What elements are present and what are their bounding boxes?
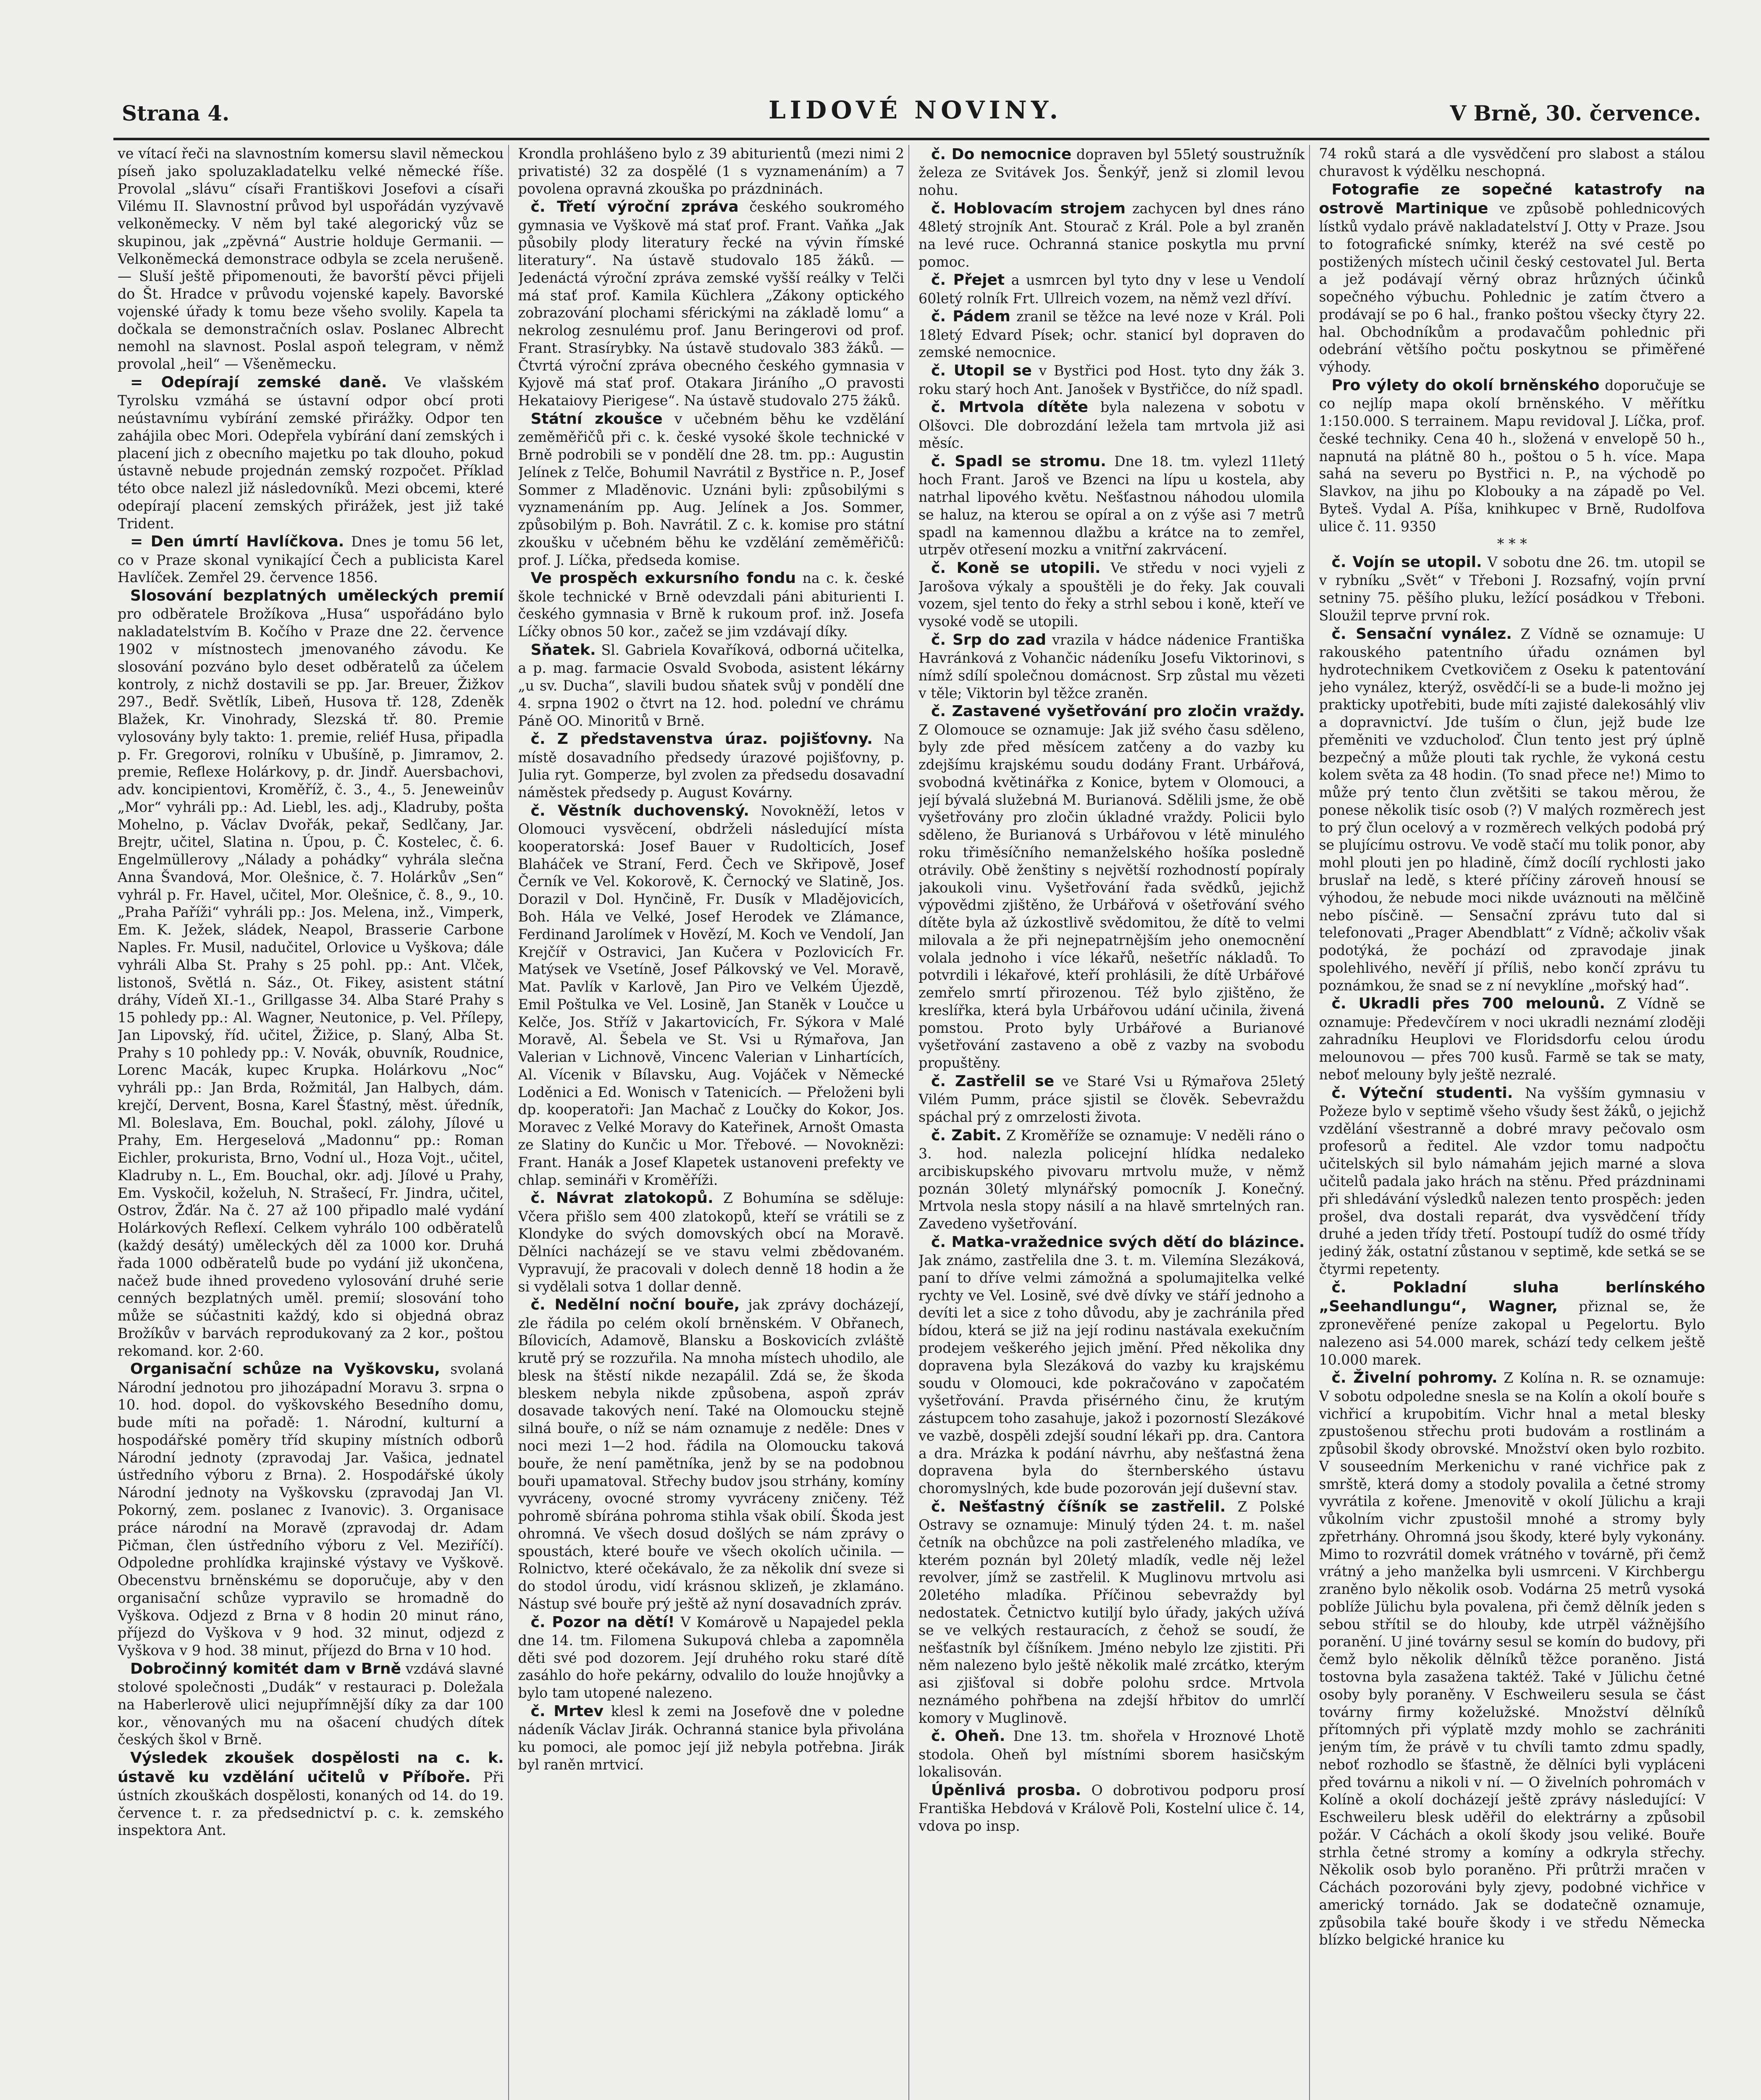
news-headline: č. Matka-vražednice svých dětí do blázince.	[931, 1233, 1305, 1251]
news-body: ve vítací řeči na slavnostním komersu slavil německou píseň jako spoluzakladatelku velké německé říše. Provolal „slávu“ císaři Františkovi Josefovi a císaři Vilému II. Slavnostní průvod byl uspořádán vyzývavě velkoněmecky. V něm byl také alegorický vůz se skupinou, jak „zpěvná“ Austrie holduje Germanii. — Velkoněmecká demonstrace odbyla se zcela nerušeně. — Sluší ještě připomenouti, že bavorští pěvci přijeli do Št. Hradce v průvodu vojenské kapely. Bavorské vojenské úřady k tomu beze všeho svolily. Kapela ta dočkala se demonstračních oslav. Poslanec Albrecht nemohl na slavnost. Poslal aspoň telegram, v němž provolal „heil“ — Všeněmecku.	[118, 145, 504, 373]
news-body: Při ústních zkouškách dospělosti, konaných od 14. do 19. července t. r. za předsednictví p. c. k. zemského inspektora Ant.	[118, 1769, 504, 1839]
news-headline: č. Živelní pohromy.	[1331, 1369, 1498, 1387]
news-headline: č. Třetí výroční zpráva	[530, 198, 739, 216]
news-body: Z Vídně se oznamuje: Předevčírem v noci ukradli neznámí zloději zahradníku Heuplovi ve Floridsdorfu celou úrodu melounovou — přes 700 kusů. Farmě se tak se maty, neboť melouny byly ještě nezralé.	[1319, 995, 1705, 1083]
news-headline: č. Mrtvola dítěte	[931, 399, 1088, 416]
news-item	[518, 197, 905, 410]
news-item	[1319, 625, 1706, 995]
news-headline: č. Nedělní noční bouře,	[530, 1296, 740, 1314]
news-body: vzdává slavné stolové společnosti „Dudák“ v restauraci p. Doležala na Haberlerově ulici nejupřímnější díky za dar 100 kor., věnovaných mu na ošacení chudých dítek českých škol v Brně.	[118, 1660, 504, 1748]
news-headline: č. Věstník duchovenský.	[530, 802, 749, 819]
news-body: svolaná Národní jednotou pro jihozápadní Moravu 3. srpna o 10. hod. dopol. do vyškovského Besedního domu, bude míti na pořadě: 1. Národní, kulturní a hospodářské poměry tříd skupiny místních odborů Národní jednoty (zpravodaj Jar. Vašica, jednatel ústředního výboru z Brna). 2. Hospodářské úkoly Národní jednoty na Vyškovsku (zpravodaj Jan Vl. Pokorný, zem. poslanec z Ivanovic). 3. Organisace práce národní na Moravě (zpravodaj dr. Adam Pičman, člen ústředního výboru z Vel. Meziříčí). Odpoledne prohlídka krajinské výstavy ve Vyškově. Obecenstvu brněnskému se doporučuje, aby v den organisační schůze vypravilo se hromadně do Vyškova. Odjezd z Brna v 8 hodin 20 minut ráno, příjezd do Vyškova v 9 hod. 32 minut, odjezd z Vyškova v 9 hod. 38 minut, příjezd do Brna v 10 hod.	[118, 1361, 504, 1659]
news-headline: = Odepírají zemské daně.	[130, 373, 387, 391]
news-body: přiznal se, že zpronevěřené peníze zakopal u Pegelortu. Bylo nalezeno asi 54.000 marek, schází tedy celkem ještě 10.000 marek.	[1319, 1298, 1705, 1368]
news-item	[1319, 376, 1706, 535]
news-headline: Ve prospěch exkursního fondu	[530, 570, 796, 587]
news-headline: č. Do nemocnice	[931, 146, 1072, 163]
news-item	[919, 145, 1305, 199]
news-body: Z Kroměříže se oznamuje: V neděli ráno o 3. hod. nalezla policejní hlídka nedaleko arcibiskupského pivovaru mrtvolu muže, v němž poznán 30letý mlynářský pomocník J. Konečný. Mrtvola nesla stopy násilí a na hlavě smrtelných ran. Zavedeno vyšetřování.	[919, 1127, 1305, 1232]
news-headline: Sňatek.	[530, 641, 596, 659]
news-body: V sobotu dne 26. tm. utopil se v rybníku „Svět“ v Třeboni J. Rozsafný, vojín první setniny 75. pěšího pluku, ležící posádkou v Třeboni. Sloužil teprve první rok.	[1319, 554, 1705, 624]
news-headline: č. Utopil se	[931, 362, 1032, 380]
news-headline: č. Z představenstva úraz. pojišťovny.	[530, 730, 873, 748]
news-headline: č. Zastřelil se	[931, 1072, 1055, 1090]
news-headline: č. Vojín se utopil.	[1331, 554, 1482, 571]
news-headline: = Den úmrtí Havlíčkova.	[130, 533, 344, 551]
news-headline: Fotografie ze sopečné katastrofy na ostrově Martinique	[1319, 181, 1705, 217]
news-item	[518, 410, 905, 569]
news-headline: č. Mrtev	[530, 1703, 604, 1720]
news-headline: č. Výteční studenti.	[1331, 1084, 1513, 1102]
news-body: ve Staré Vsi u Rýmařova 25letý Vilém Pumm, práce sjistil se člověk. Sebevraždu spáchal prý z omrzelosti života.	[919, 1073, 1305, 1126]
news-body: byla nalezena v sobotu v Olšovci. Dle dobrozdání ležela tam mrtvola již asi měsíc.	[919, 399, 1305, 452]
news-item	[919, 398, 1305, 452]
news-item	[518, 730, 905, 801]
news-headline: č. Nešťastný číšník se zastřelil.	[931, 1498, 1226, 1515]
news-body: klesl k zemi na Josefově dne v poledne nádeník Václav Jirák. Ochranná stanice byla přivolána ku pomoci, ale pomoc její již nebyla potřebna. Jirák byl raněn mrtvicí.	[518, 1703, 904, 1773]
news-body: Z Kolína n. R. se oznamuje: V sobotu odpoledne snesla se na Kolín a okolí bouře s vichřicí a krupobitím. Vichr hnal a metal blesky zpustošenou střechu proti budovám a rostlinám a způsobil škody obrovské. Množství oken bylo rozbito. V souseedním Merkenichu v rané vichřice pak z smrště, která domy a stodoly povalila a četné stromy vyvrátila z kořene. Jmenovitě v okolí Jülichu a kraji vůkolním vichr zpustošil mnohé a stromy byly zpřetrhány. Ohromná jsou škody, které byly vykonány. Mimo to rozvrátil domek vrátného v továrně, při čemž vrátný a jeho manželka byli usmrceni. V Kirchbergu zraněno bylo několik osob. Vodárna 25 metrů vysoká poblíže Jülichu byla povalena, při čemž dělník jeden s sebou střítil se do hlouby, kde utrpěl vážnějšího poranění. U jiné továrny sesul se komín do budovy, při čemž bylo několik dělníků těžce poraněno. Jistá tostovna byla zasažena taktéž. Také v Jülichu četné osoby byly poraněny. V Eschweileru sesula se část továrny firmy koželužské. Množství dělníků přítomných při výplatě mzdy mohlo se zachrániti jeným tím, že právě v tu chvíli tamto zdmu spadly, neboť rozhodlo se šťastně, že dělníci byli vypláceni před továrnu a nikoli v ní. — O živelních pohromách v Kolíně a okolí docházejí ještě zprávy následující: V Eschweileru blesk uděřil do elektrárny a způsobil požár. V Cáchách a okolí škody jsou veliké. Bouře strhla četné stromy a komíny a odkryla střechy. Několik osob bylo poraněno. Při průtrži mračen v Cáchách pozorováni byly zjevy, podobné vichřice v americký tornádo. Jak se dodatečně oznamuje, způsobila také bouře škody i ve středu Německa blízko belgické hranice ku	[1319, 1370, 1705, 1948]
news-item	[518, 1613, 905, 1702]
news-headline: č. Ukradli přes 700 melounů.	[1331, 995, 1605, 1013]
news-item	[518, 569, 905, 640]
article-columns	[118, 145, 1709, 2100]
news-headline: Výsledek zkoušek dospělosti na c. k. ústavě ku vzdělání učitelů v Příboře.	[118, 1749, 504, 1786]
news-body: Krondla prohlášeno bylo z 39 abiturientů (mezi nimi 2 privatisté) 32 za dospělé (1 s vyznamenáním) a 7 povolena opravná zkouška po prázdninách.	[518, 145, 904, 197]
news-headline: č. Pozor na dětí!	[530, 1613, 675, 1631]
news-body: vrazila v hádce nádenice Františka Havránková z Vohančic nádeníku Josefu Viktorinovi, s nímž sdílí společnou domácnost. Srp zůstal mu vězeti v těle; Viktorin byl těžce zraněn.	[919, 631, 1305, 701]
news-body: pro odběratele Brožíkova „Husa“ uspořádáno bylo nakladatelstvím B. Kočího v Praze dne 22. července 1902 v místnostech jmenovaného závodu. Ke slosování pozváno bylo deset odběratelů za účelem kontroly, z nichž dostavili se pp. Jar. Breuer, Žižkov 297., Bedř. Světlík, Libeň, Husova tř. 128, Zdeněk Blažek, Kr. Vinohrady, Slezská tř. 80. Premie vylosovány byly takto: 1. premie, reliéf Husa, připadla p. Fr. Gregorovi, rolníku v Ubušíně, p. Jimramov, 2. premie, Reflexe Holárkovy, p. dr. Jindř. Auersbachovi, adv. koncipientovi, Kroměříž, č. 3., 4., 5. Jeneweinův „Mor“ vyhráli pp.: Ad. Liebl, les. adj., Kladruby, pošta Mohelno, p. Václav Dvořák, pekař, Sedlčany, Jar. Brejtr, učitel, Slatina n. Úpou, p. Č. Kostelec, č. 6. Engelmüllerovy „Nálady a pohádky“ vyhrála slečna Anna Švandová, Mor. Olešnice, č. 7. Holárkův „Sen“ vyhrál p. Fr. Havel, učitel, Mor. Olešnice, č. 8., 9., 10. „Praha Paříži“ vyhráli pp.: Jos. Melena, inž., Vimperk, Em. K. Ježek, sládek, Neapol, Brasserie Carbone Naples. Fr. Musil, nadučitel, Orlovice u Vyškova; dále vyhráli Alba St. Prahy s 25 pohl. pp.: Ant. Vlček, listonoš, Světlá n. Sáz., Ot. Fikey, asistent státní dráhy, Vídeň XI.-1., Grillgasse 34. Alba Staré Prahy s 15 pohledy pp.: Al. Wagner, Neutonice, p. Vel. Přílepy, Jan Lipovský, říd. učitel, Žižice, p. Slaný, Alba St. Prahy s 10 pohledy pp.: V. Novák, obuvník, Roudnice, Lorenc Macák, kupec Krupka. Holárkovu „Noc“ vyhráli pp.: Jan Brda, Rožmitál, Jan Halbych, dám. krejčí, Dervent, Bosna, Karel Šťastný, měst. úředník, Ml. Boleslava, Em. Bouchal, pokl. zálohy, Jílové u Prahy, Em. Hergeselová „Madonnu“ pp.: Roman Eichler, prokurista, Brno, Vodní ul., Hoza Vojt., učitel, Kladruby n. L., Em. Bouchal, okr. adj. Jílové u Prahy, Em. Vyskočil, koželuh, N. Strašecí, Fr. Jindra, učitel, Ostrov, Žďár. Na č. 27 až 100 připadlo malé vydání Holárkových Reflexí. Celkem vyhrálo 100 odběratelů (každý desátý) uměleckých děl za 1000 kor. Druhá řada 1000 odběratelů bude po vydání již ukončena, načež bude ihned provedeno vylosování druhé serie cenných bezplatných uměl. premií; slosování toho může se súčastniti každý, kdo si objedná obraz Brožíkův v barvách reprodukovaný za 2 kor., poštou rekomand. kor. 2·60.	[118, 606, 504, 1359]
column-4	[1319, 145, 1710, 2100]
news-item	[1319, 1368, 1706, 1949]
news-item	[1319, 553, 1706, 625]
news-headline: č. Spadl se stromu.	[931, 453, 1106, 470]
page-number: Strana 4.	[122, 101, 230, 126]
news-body: Z Olomouce se oznamuje: Jak již svého času sděleno, byly zde před měsícem zatčeny a do vazby ku zdejšímu krajskému soudu dodány Frant. Urbářová, svobodná květinářka z Konice, bytem v Olomouci, a její bývalá služebná M. Burianová. Sdělili jsme, že obě vyšetřovány pro zločin úkladné vraždy. Policii bylo sděleno, že Burianová s Urbářovou v létě minulého roku třiměsíčního nemanželského hošíka posledně otrávily. Obě ženštiny s největší rozhodností popíraly jakoukoli vinu. Vyšetřování řada svědků, jejichž výpovědmi zjištěno, že Urbářová v ošetřování svého dítěte byla až úzkostlivě svědomitou, že dítě to velmi milovala a že při nejnepatrnějším jeho onemocnění volala jednoho i více lékařů, nešetříc nákladů. To potvrdili i lékařové, kteří prohlásili, že dítě Urbářové zemřelo smrtí přirozenou. Též bylo zjištěno, že kreslířka, která byla Urbářovou udání učinila, živená pomstou. Proto byly Urbářové a Burianové vyšetřování zastaveno a obě z vazby na svobodu propuštěny.	[919, 721, 1305, 1071]
news-item	[1319, 145, 1706, 180]
news-item	[518, 1295, 905, 1612]
news-item	[118, 532, 504, 586]
news-item	[518, 1702, 905, 1774]
news-item	[118, 145, 504, 373]
news-headline: č. Hoblovacím strojem	[931, 200, 1126, 217]
news-item	[118, 1659, 504, 1748]
dateline: V Brně, 30. července.	[1450, 101, 1701, 126]
news-headline: č. Zabit.	[931, 1126, 1002, 1144]
news-item	[118, 1748, 504, 1839]
news-body: a usmrcen byl tyto dny v lese u Vendolí 60letý rolník Frt. Ullreich vozem, na němž vezl dříví.	[919, 272, 1305, 307]
news-body: Dnes je tomu 56 let, co v Praze skonal vynikající Čech a publicista Karel Havlíček. Zemřel 29. července 1856.	[118, 533, 504, 586]
news-item	[919, 1233, 1305, 1497]
news-headline: č. Koně se utopili.	[931, 559, 1101, 577]
newspaper-title: LIDOVÉ NOVINY.	[769, 96, 1062, 124]
news-item	[518, 145, 905, 197]
news-item	[1319, 1084, 1706, 1278]
header-rule	[113, 138, 1709, 140]
news-headline: č. Pokladní sluha berlínského „Seehandlungu“, Wagner,	[1319, 1278, 1705, 1315]
column-3	[919, 145, 1310, 2100]
news-item	[919, 307, 1305, 361]
news-item	[518, 1189, 905, 1295]
news-item	[518, 640, 905, 730]
news-body: Na vyšším gymnasiu v Požeze bylo v septimě všeho všudy šest žáků, o jejichž vzdělání všestranně a dobré mravy pečovalo osm profesorů a ředitel. Ale vzdor tomu nadpočtu učitelských sil bylo námahám jejich marné a slova učitelů padala jako hrách na stěnu. Před prázdninami při shledávání výsledků nalezen tento prospěch: jeden prošel, dva dostali reparát, dva vysvědčení třídy druhé a jeden třídy třetí. Postoupí tudíž do osmé třídy jediný žák, ostatní zůstanou v septimě, kde setká se se čtyrmi repetenty.	[1319, 1084, 1705, 1277]
news-body: Jak známo, zastřelila dne 3. t. m. Vilemína Slezáková, paní to dříve velmi zámožná a spolumajitelka velké rychty ve Vel. Losině, své dvě dívky ve stáří jednoho a devíti let a sice z toho důvodu, aby je zachránila před bídou, která se již na její rodinu nastávala exekučním prodejem veškerého jejich jmění. Před několika dny dopravena byla Slezáková do vazby ku krajskému soudu v Olomouci, kde pokračováno v započatém vyšetřování. Pravda přisérného činu, že krutým zástupcem toho zasahuje, jakož i pozorností Slezákové ve vazbě, dospěli zdejší soudní lékaři pp. dra. Cantora a dra. Mrázka k podání návrhu, aby nešťastná žena dopravena byla do šternberského ústavu choromyslných, kde bude pozorován její duševní stav.	[919, 1252, 1305, 1497]
news-body: Z Bohumína se sděluje: Včera přišlo sem 400 zlatokopů, kteří se vrátili se z Klondyke do svých domovských obcí na Moravě. Dělníci nacházejí se ve stavu velmi zbědovaném. Vypravují, že pracovali v dolech denně 18 hodin a že si vydělali sotva 1 dollar denně.	[518, 1190, 904, 1295]
news-item	[118, 586, 504, 1360]
column-1	[118, 145, 509, 2100]
news-body: V Komárově u Napajedel pekla dne 14. tm. Filomena Sukupová chleba a zapomněla děti své pod dozorem. Její druhého roku staré dítě zasáhlo do hoře pekárny, odvalilo do louže hnojůvky a bylo tam utopené nalezeno.	[518, 1614, 904, 1701]
news-item	[919, 199, 1305, 271]
page-header	[113, 96, 1709, 134]
news-body: dopraven byl 55letý soustružník železa ze Svitávek Jos. Šenkýř, jenž si zlomil levou nohu.	[919, 146, 1305, 199]
news-body: českého soukromého gymnasia ve Vyškově má stať prof. Frant. Vaňka „Jak působily plody literatury řecké na vývin římské literatury“. Na ústavě studovalo 185 žáků. — Jedenáctá výroční zpráva zemské vyšší reálky v Telči má stať prof. Kamila Küchlera „Zákony optického zobrazování plochami sférickými na základě lomu“ a nekrolog zesnulému prof. Janu Beringerovi od prof. Frant. Strasírybky. Na ústavě studovalo 383 žáků. — Čtvrtá výroční zpráva obecného českého gymnasia v Kyjově má stať prof. Otakara Jiráního „O pravosti Hekataiovy Pierigese“. Na ústavě studovalo 275 žáků.	[518, 199, 904, 409]
news-item	[919, 702, 1305, 1072]
news-body: O dobrotivou podporu prosí Františka Hebdová v Králově Poli, Kostelní ulice č. 14, vdova po insp.	[919, 1782, 1305, 1835]
news-item	[518, 801, 905, 1189]
news-body: 74 roků stará a dle vysvědčení pro slabost a stálou churavost k výdělku neschopná.	[1319, 145, 1705, 179]
news-item	[919, 1727, 1305, 1781]
section-separator: * * *	[1497, 536, 1527, 552]
news-item	[919, 559, 1305, 630]
news-body: Dne 13. tm. shořela v Hroznové Lhotě stodola. Oheň byl místními sborem hasičským lokalisován.	[919, 1728, 1305, 1780]
news-headline: Pro výlety do okolí brněnského	[1331, 376, 1600, 394]
news-body: Z Vídně se oznamuje: U rakouského patentního úřadu oznámen byl hydrotechnikem Cvetkovičem z Oseku k patentování jeho vynález, kterýž, osvědčí-li se a bude-li možno jej prakticky upotřebiti, bude míti zajisté dalekosáhlý vliv a dopravnictví. Jde tuším o člun, jejž bude lze přeměniti ve vzducholoď. Člun tento jest prý úplně bezpečný a může plouti tak rychle, že vykoná cestu kolem světa za 48 hodin. (To snad přece ne!) Mimo to může prý tento člun zvětšiti se takou měrou, že ponese několik tisíc osob (?) V malých rozměrech jest to prý člun ocelový a v rozměrech velkých podobá prý se plujícímu ostrovu. Ve vodě stačí mu tolik ponor, aby mohl plouti jen po hladině, čímž docílí rychlosti jako bruslař na ledě, s které příčiny zároveň hnousí se výhodou, že nebude moci nikde uváznouti na mělčině nebo písčině. — Sensační zprávu tuto dal si telefonovati „Prager Abendblatt“ z Vídně; ačkoliv však podotýká, že pochází od zpravodaje jinak spolehlivého, nevěří jí příliš, nebo končí zprávu tu poznámkou, že snad se z ní nevyklíne „mořský had“.	[1319, 625, 1705, 994]
news-item	[1319, 180, 1706, 376]
news-headline: č. Sensační vynález.	[1331, 625, 1512, 643]
news-body: jak zprávy docházejí, zle řádila po celém okolí brněnském. V Obřanech, Bílovicích, Adamově, Blansku a Boskovicích zvláště krutě prý se rozzuřila. Na mnoha místech uhodilo, ale blesk na štěstí nikde nezapálil. Zdá se, že škoda bleskem nebyla nikde způsobena, aspoň zpráv dosavade takových není. Také na Olomoucku stejně silná bouře, o níž se nám oznamuje z neděle: Dnes v noci mezi 1—2 hod. řádila na Olomoucku taková bouře, že není pamětníka, jenž by se na podobnou bouři upamatoval. Střechy budov jsou strhány, komíny vyvráceny, ovocné stromy vyvráceny zničeny. Též pohromě sbírána pohroma stihla však obilí. Škoda jest ohromná. Ve všech dosud došlých se nám zprávy o spoustách, které bouře ve všech okolích učinila. — Rolnictvo, které očekávalo, že za několik dní sveze si do stodol úrodu, vidí krásnou sklizeň, je zklamáno. Nástup své bouře prý ještě až nyní dosavadních zpráv.	[518, 1297, 904, 1612]
news-body: Sl. Gabriela Kovaříková, odborná učitelka, a p. mag. farmacie Osvald Svoboda, asistent lékárny „u sv. Ducha“, slavili budou sňatek svůj v pondělí dne 4. srpna 1902 o čtvrt na 12. hod. polední ve chrámu Páně OO. Minoritů v Brně.	[518, 641, 904, 729]
news-headline: č. Návrat zlatokopů.	[530, 1189, 714, 1207]
column-2	[518, 145, 910, 2100]
news-headline: Úpěnlivá prosba.	[931, 1782, 1081, 1799]
news-item	[1319, 994, 1706, 1083]
news-item	[118, 373, 504, 532]
news-body: Z Polské Ostravy se oznamuje: Minulý týden 24. t. m. našel četník na obchůzce na poli zastřeleného mladíka, ve kterém poznán byl 20letý mladík, vedle něj ležel revolver, jímž se zastřelil. K Muglinovu mrtvolu asi 20letého mladíka. Příčinou sebevraždy byl nedostatek. Četnictvo kutiljí bylo úřady, jakých užívá se ve velkých restauracích, z čehož se soudí, že nešťastník byl číšníkem. Jméno nebylo lze zjistiti. Při něm nalezeno bylo ještě několik malé zrcátko, kterým asi zjišťoval si dobře polohu srdce. Mrtvola neznámého pohřbena na zdejší hřbitov do umrlčí komory v Muglinově.	[919, 1498, 1305, 1726]
news-headline: č. Zastavené vyšetřování pro zločin vraždy.	[931, 703, 1305, 720]
news-body: v učebném běhu ke vzdělání zeměměřičů při c. k. české vysoké škole technické v Brně podrobili se v pondělí dne 28. tm. pp.: Augustin Jelínek z Telče, Bohumil Navrátil z Bystřice n. P., Josef Sommer z Mladěnovic. Uznáni byli: způsobilými s vyznamenáním pp. Aug. Jelínek a Jos. Sommer, způsobilým p. Boh. Navrátil. Z c. k. komise pro státní zkoušku v učebném běhu ke vzdělání zeměměřičů: prof. J. Líčka, předseda komise.	[518, 411, 904, 568]
news-headline: č. Přejet	[931, 271, 1005, 289]
news-body: doporučuje se co nejlíp mapa okolí brněnského. V měřítku 1:150.000. S terrainem. Mapu revidoval J. Líčka, prof. české techniky. Cena 40 h., složená v envelopě 50 h., napnutá na plátně 80 h., poštou o 5 h. více. Mapa sahá na severu po Bystřici n. P., na východě po Slavkov, na jihu po Klobouky a na západě po Vel. Byteš. Vydal A. Píša, knihkupec v Brně, Rudolfova ulice č. 11. 9350	[1319, 377, 1705, 535]
news-body: Na místě dosavadního předsedy úrazové pojišťovny, p. Julia ryt. Gomperze, byl zvolen za předsedu dosavadní náměstek předsedy p. August Kovárny.	[518, 731, 904, 801]
news-body: Novokněží, letos v Olomouci vysvěcení, obdrželi následující místa kooperatorská: Josef Bauer v Rudolticích, Josef Blaháček ve Straní, Ferd. Čech ve Skřipově, Josef Černík ve Vel. Kokorově, K. Černocký ve Slatině, Jos. Dorazil v Dol. Hynčině, Fr. Dusík v Mladějovicích, Boh. Hála ve Velké, Josef Herodek ve Zlámance, Ferdinand Jarolímek v Hovězí, M. Koch ve Vendolí, Jan Krejčíř v Ostravici, Jan Kučera v Pozlovicích Fr. Matýsek ve Vsetíně, Josef Pálkovský ve Vel. Moravě, Mat. Pavlík v Karlově, Jan Piro ve Velkém Újezdě, Emil Poštulka ve Vel. Losině, Jan Staněk v Loučce u Kelče, Jos. Stříž v Jakartovicích, Fr. Sýkora v Malé Moravě, Al. Šebela ve St. Vsi u Rýmařova, Jan Valerian v Lichnově, Vincenc Valerian v Linhartících, Al. Vícenik v Bílavsku, Aug. Vojáček v Německé Loděnici a Ed. Wonisch v Tatenicích. — Přeloženi byli dp. kooperatoři: Jan Machač z Loučky do Kokor, Jos. Moravec z Velké Moravy do Kateřinek, Arnošt Omasta ze Slatiny do Kunčic u Mor. Třebové. — Novoknězi: Frant. Hanák a Josef Klapetek ustanoveni prefekty ve chlap. semináři v Kroměříži.	[518, 802, 904, 1188]
news-headline: č. Srp do zad	[931, 631, 1046, 648]
news-body: Dne 18. tm. vylezl 11letý hoch Frant. Jaroš ve Bzenci na lípu u kostela, aby natrhal lipového květu. Nešťastnou náhodou ulomila se haluz, na kterou se opíral a on z výše asi 7 metrů spadl na kamennou dlažbu a krátce na to zemřel, utrpěv otřesení mozku a vnitřní zakrvácení.	[919, 453, 1305, 558]
news-body: Ve vlašském Tyrolsku vzmáhá se ústavní odpor obcí proti neústavnímu vybírání zemské přirážky. Odpor ten zahájila obec Mori. Odepřela vybírání daní zemských i placení jich z obecního majetku po tak dlouho, pokud ústavně nebude projednán zemský rozpočet. Příklad této obce nalezl již následovníků. Mezi obcemi, které odepírají placení zemských přirážek, jest již také Trident.	[118, 374, 504, 532]
news-item	[919, 270, 1305, 307]
news-item	[919, 1781, 1305, 1835]
news-headline: Slosování bezplatných uměleckých premií	[130, 587, 504, 605]
news-body: na c. k. české škole technické v Brně odevzdali páni abiturienti I. českého gymnasia v Brně k rukoum prof. inž. Josefa Líčky obnos 50 kor., začež se jim vzdávají díky.	[518, 570, 904, 640]
news-headline: Státní zkoušce	[530, 410, 663, 428]
news-item	[919, 630, 1305, 702]
news-item	[919, 1126, 1305, 1233]
news-body: Ve středu v noci vyjeli z Jarošova výkaly a spouštěli je do řeky. Jak couvali vozem, sjel tento do řeky a strhl sebou i koně, kteří ve vysoké vodě se utopili.	[919, 560, 1305, 630]
news-item	[919, 361, 1305, 398]
news-body: zachycen byl dnes ráno 48letý strojník Ant. Stourač z Král. Pole a byl zraněn na levé ruce. Ochranná stanice poskytla mu první pomoc.	[919, 200, 1305, 270]
news-item	[919, 1497, 1305, 1727]
news-body: ve způsobě pohlednicových lístků vydalo právě nakladatelství J. Otty v Praze. Jsou to fotografické snímky, kteréž na své cestě po postižených místech učinil český cestovatel Jul. Berta a jež podávají věrný obraz hrůzných účinků sopečného výbuchu. Pohlednic je zatím čtvero a prodávají se po 6 hal., franko poštou všecky čtyry 22. hal. Obchodníkům a prodavačům pohlednic při odebrání většího počtu poskytnou se přiměřené výhody.	[1319, 200, 1705, 375]
news-headline: Dobročinný komitét dam v Brně	[130, 1660, 401, 1677]
news-item	[118, 1360, 504, 1659]
news-headline: č. Oheň.	[931, 1727, 1005, 1745]
news-headline: Organisační schůze na Vyškovsku,	[130, 1360, 440, 1378]
news-body: v Bystřici pod Host. tyto dny žák 3. roku starý hoch Ant. Janošek v Bystřičce, do níž spadl.	[919, 362, 1305, 397]
news-item	[919, 1072, 1305, 1126]
news-headline: č. Pádem	[931, 308, 1010, 326]
news-body: zranil se těžce na levé noze v Král. Poli 18letý Edvard Písek; ochr. stanicí byl dopraven do zemské nemocnice.	[919, 308, 1305, 361]
news-item	[919, 452, 1305, 559]
news-item	[1319, 1278, 1706, 1369]
